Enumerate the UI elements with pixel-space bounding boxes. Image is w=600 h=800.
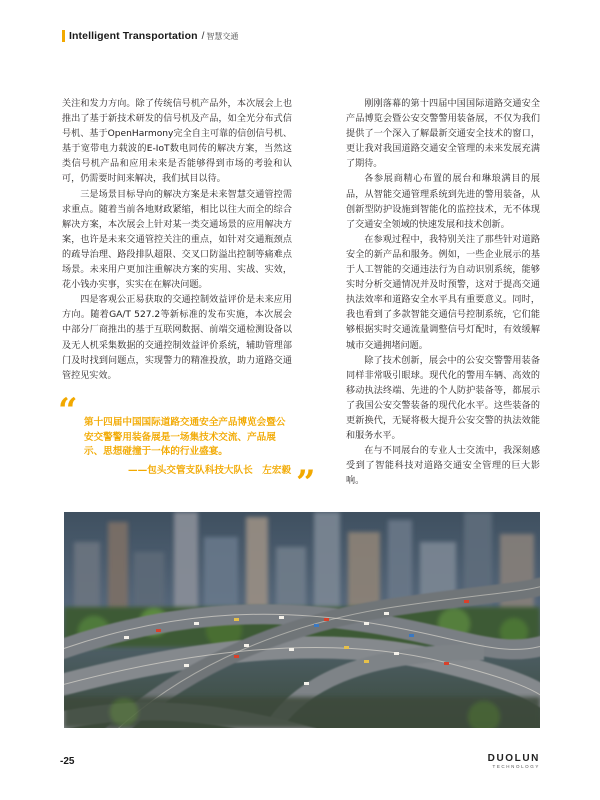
right-paragraph-3: 在参观过程中，我特别关注了那些针对道路安全的新产品和服务。例如，一些企业展示的基于人工智能的交通违法行为自动识别系统，能够实时分析交通情况并及时预警，这对于提高交通执法效率和道路安全水平具有重要意义。同时，我也看到了多款智能交通信号控制系统，它们能够根据实时交通流量调整信号灯配时，有效缓解城市交通拥堵问题。 — [346, 234, 540, 351]
quote-open-mark: “ — [58, 391, 78, 431]
pull-quote-text: 第十四届中国国际道路交通安全产品博览会暨公安交警警用装备展是一场集技术交流、产品展示、思想碰撞于一体的行业盛宴。 — [84, 417, 286, 458]
city-interchange-photo — [64, 512, 540, 728]
header-subtitle: 智慧交通 — [206, 31, 239, 41]
city-interchange-illustration — [64, 512, 540, 728]
right-paragraph-2: 各参展商精心布置的展台和琳琅满目的展品，从智能交通管理系统到先进的警用装备，从创新型防护设施到智能化的监控技术，无不体现了交通安全领域的快速发展和技术创新。 — [346, 174, 540, 230]
left-paragraph-3: 四是客观公正易获取的交通控制效益评价是未来应用方向。随着GA/T 527.2等新标准的发布实施，本次展会中部分厂商推出的基于互联网数据、前端交通检测设备以及无人机采集数据的交通控制效益评价系统，辅助管理部门及时找到问题点，实现警力的精准投放，助力道路交通管控见实效。 — [62, 295, 292, 381]
right-paragraph-1: 刚刚落幕的第十四届中国国际道路交通安全产品博览会暨公安交警警用装备展，不仅为我们提供了一个深入了解最新交通安全技术的窗口，更让我对我国道路交通安全管理的未来发展充满了期待。 — [346, 99, 540, 170]
right-paragraph-4: 除了技术创新，展会中的公安交警警用装备同样非常吸引眼球。现代化的警用车辆、高效的移动执法终端、先进的个人防护装备等，都展示了我国公安交警装备的现代化水平。这些装备的更新换代，无疑将极大提升公安交警的执法效能和服务水平。 — [346, 355, 540, 442]
left-paragraph-2: 三是场景目标导向的解决方案是未来智慧交通管控需求重点。随着当前各地财政紧缩，相比以往大而全的综合解决方案，本次展会上针对某一类交通场景的应用解决方案，也许是未来交通管控关注的重点，如针对交通瓶颈点的疏导治理、路段排队超限、交叉口防溢出控制等痛难点场景。未来用户更加注重解决方案的实用、实战、实效，花小钱办实事，实实在在解决问题。 — [62, 189, 292, 291]
right-column — [346, 97, 540, 489]
logo-tagline: TECHNOLOGY — [492, 764, 540, 769]
header-separator: / — [201, 30, 205, 42]
publisher-logo — [472, 754, 540, 770]
quote-close-mark: ” — [296, 463, 316, 503]
right-paragraph-5: 在与不同展台的专业人士交流中，我深刻感受到了智能科技对道路交通安全管理的巨大影响。 — [346, 446, 540, 487]
logo-wordmark: DUOLUN — [487, 753, 540, 764]
left-column — [62, 97, 292, 384]
header-accent-bar — [62, 30, 65, 42]
pull-quote-attribution: ——包头交管支队科技大队长 左宏毅 — [128, 465, 292, 476]
left-paragraph-1: 关注和发力方向。除了传统信号机产品外，本次展会上也推出了基于新技术研发的信号机及产品，如全光分布式信号机、基于OpenHarmony完全自主可靠的信创信号机、基于宽带电力载波的E-IoT数电同传的解决方案，当然这类信号机产品和应用未来是否能够得到市场的考验和认可，仍需要时间来解决，我们拭目以待。 — [62, 99, 292, 185]
page-number: -25 — [60, 756, 75, 767]
header-title: Intelligent Transportation — [69, 30, 198, 42]
section-header — [62, 29, 238, 43]
